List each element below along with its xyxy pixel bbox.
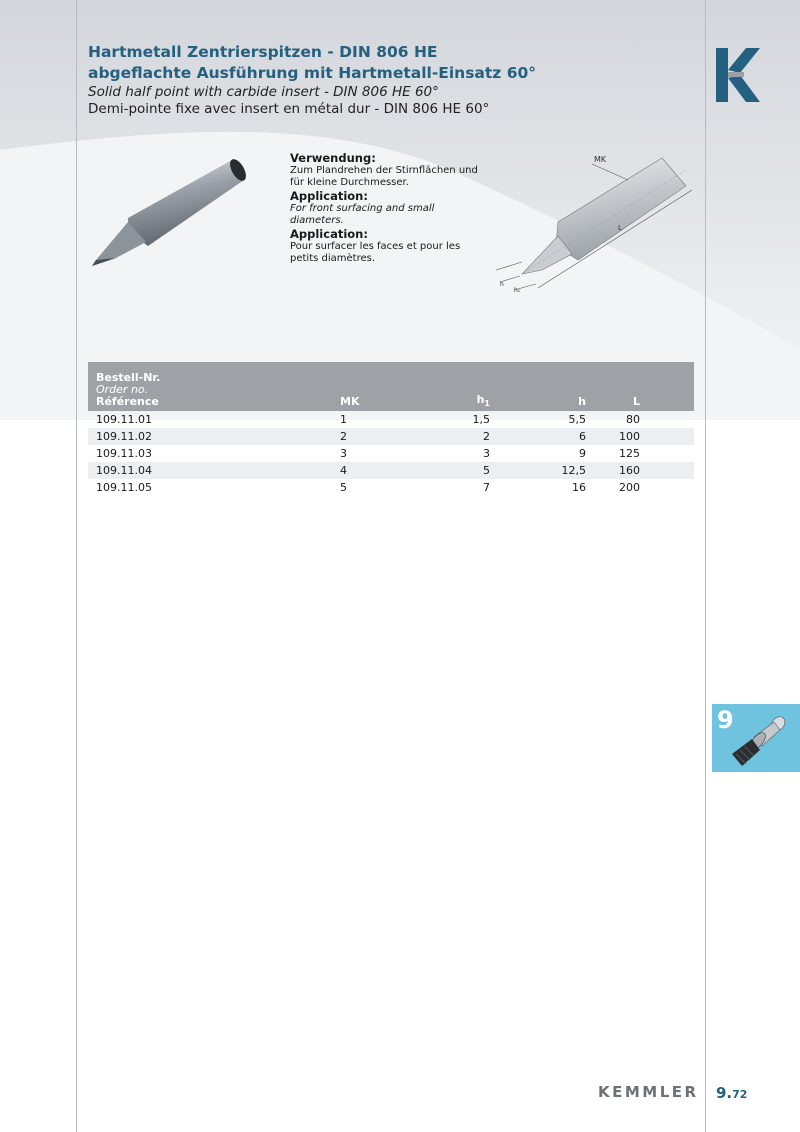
cell-reference: 109.11.04 — [88, 462, 340, 479]
cell-mk: 5 — [340, 481, 347, 494]
cell-h: 12,5 — [498, 462, 594, 479]
column-header-mk: MK — [340, 362, 414, 411]
drawing-label-h: h — [500, 281, 504, 288]
usage-heading-english: Application: — [290, 189, 368, 203]
title-german-line-2: abgeflachte Ausführung mit Hartmetall-Einsatz 60° — [88, 64, 537, 82]
cell-reference: 109.11.03 — [96, 447, 152, 460]
product-photo — [86, 150, 256, 280]
header-h1-subscript: 1 — [484, 399, 490, 408]
kemmler-k-logo — [716, 48, 762, 102]
table-body — [88, 411, 694, 496]
cell-h: 16 — [572, 481, 586, 494]
title-french: Demi-pointe fixe avec insert en métal dur - DIN 806 HE 60° — [88, 101, 490, 117]
table-row — [88, 428, 694, 445]
cell-h1: 2 — [414, 428, 498, 445]
cell-l: 160 — [594, 462, 694, 479]
cell-h1: 7 — [483, 481, 490, 494]
technical-drawing — [490, 150, 700, 315]
title-block — [88, 42, 688, 118]
drawing-label-l: L — [618, 224, 622, 232]
page-number — [716, 1084, 747, 1102]
cell-h1: 3 — [483, 447, 490, 460]
usage-text-french: Pour surfacer les faces et pour les petits diamètres. — [290, 241, 461, 264]
title-english: Solid half point with carbide insert - DIN 806 HE 60° — [88, 84, 439, 100]
cell-h1: 1,5 — [472, 413, 490, 426]
table-row — [88, 411, 694, 428]
cell-l: 100 — [594, 428, 694, 445]
cell-mk: 1 — [340, 413, 347, 426]
cell-mk: 4 — [340, 462, 414, 479]
title-german-line-1: Hartmetall Zentrierspitzen - DIN 806 HE — [88, 43, 438, 61]
cell-reference: 109.11.01 — [96, 413, 152, 426]
header-h1-letter: h — [476, 392, 485, 406]
chapter-tab-9 — [712, 704, 800, 772]
usage-heading-french: Application: — [290, 227, 368, 241]
cell-h: 9 — [579, 447, 586, 460]
cell-reference: 109.11.05 — [96, 481, 152, 494]
pull-stud-icon — [712, 704, 800, 772]
cell-reference: 109.11.02 — [88, 428, 340, 445]
column-header-h: h — [498, 362, 594, 411]
table-row — [88, 445, 694, 462]
drawing-label-mk: MK — [594, 155, 607, 164]
column-header-l — [594, 362, 694, 411]
header-ref-english: Order no. — [96, 383, 149, 396]
table-row — [88, 479, 694, 496]
product-table — [88, 362, 694, 496]
footer-brand: KEMMLER — [598, 1083, 699, 1101]
left-margin-line — [76, 0, 77, 1132]
column-header-reference — [88, 362, 340, 411]
page-number-main: 9. — [716, 1084, 733, 1102]
right-margin-line — [705, 0, 706, 1132]
cell-mk: 3 — [340, 447, 347, 460]
table-row — [88, 462, 694, 479]
cell-h1: 5 — [414, 462, 498, 479]
table-header-row — [88, 362, 694, 411]
cell-h: 6 — [498, 428, 594, 445]
page-number-sub: 72 — [732, 1088, 748, 1101]
cell-l: 80 — [626, 413, 640, 426]
header-ref-french: Référence — [96, 395, 159, 408]
usage-text-german: Zum Plandrehen der Stirnflächen und für kleine Durchmesser. — [290, 165, 478, 188]
cell-l: 200 — [619, 481, 640, 494]
usage-section — [290, 151, 490, 265]
drawing-label-h1: h₁ — [514, 287, 521, 294]
cell-h: 5,5 — [568, 413, 586, 426]
header-ref-german: Bestell-Nr. — [96, 371, 161, 384]
chapter-number: 9 — [717, 706, 734, 734]
header-l-label: L — [632, 395, 640, 408]
usage-heading-german: Verwendung: — [290, 151, 376, 165]
cell-mk: 2 — [340, 428, 414, 445]
column-header-h1 — [414, 362, 498, 411]
cell-l: 125 — [619, 447, 640, 460]
usage-text-english: For front surfacing and small diameters. — [290, 203, 435, 226]
